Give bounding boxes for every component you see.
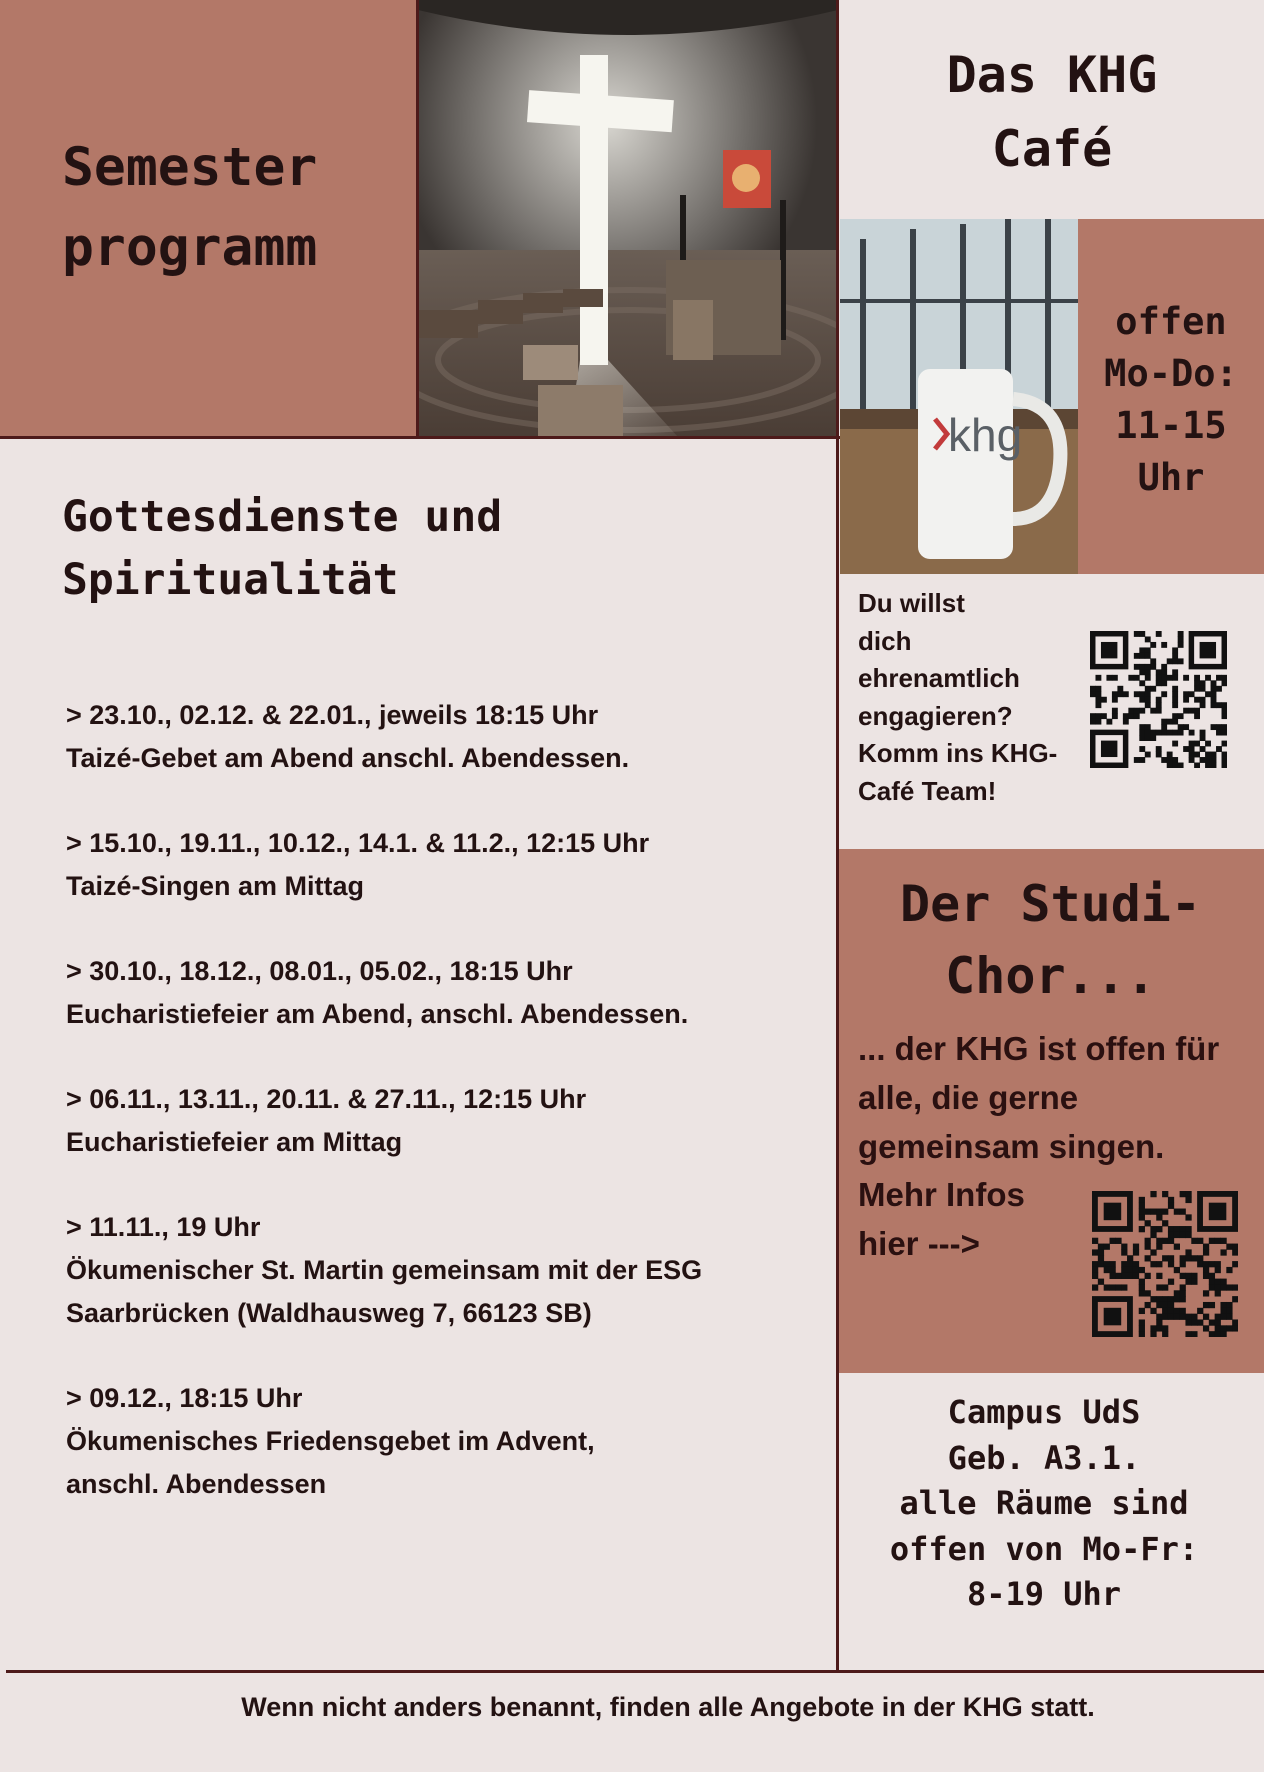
cafe-title: [840, 38, 1264, 186]
campus-line: 8-19 Uhr: [966, 1575, 1122, 1613]
event-desc: Saarbrücken (Waldhausweg 7, 66123 SB): [66, 1298, 592, 1328]
volunteer-line: Café Team!: [858, 775, 997, 806]
event-desc: Taizé-Gebet am Abend anschl. Abendessen.: [66, 743, 630, 773]
volunteer-line: dich: [858, 625, 912, 656]
chapel-photo: [418, 0, 838, 437]
choir-text: [858, 1024, 1253, 1171]
cafe-title-line2: Café: [991, 120, 1113, 178]
event-item: [66, 1377, 796, 1506]
event-desc: Eucharistiefeier am Mittag: [66, 1127, 403, 1157]
campus-line: offen von Mo-Fr:: [889, 1529, 1199, 1568]
event-desc: Eucharistiefeier am Abend, anschl. Abendessen.: [66, 999, 689, 1029]
semester-title: [62, 128, 317, 288]
cafe-title-line1: Das KHG: [946, 46, 1158, 104]
choir-title-line1: Der Studi-: [899, 875, 1202, 933]
footer-note: Wenn nicht anders benannt, finden alle Angebote in der KHG statt.: [241, 1692, 1095, 1722]
campus-line: Campus UdS: [947, 1393, 1141, 1431]
cafe-hours-line4: Uhr: [1137, 456, 1205, 499]
campus-line: Geb. A3.1.: [947, 1438, 1141, 1477]
divider-vertical-main: [836, 0, 839, 1672]
choir-title: [837, 868, 1264, 1012]
choir-more-line1: Mehr Infos: [858, 1176, 1025, 1213]
cafe-hours-line2: Mo-Do:: [1104, 352, 1238, 395]
divider-vertical-photo-left: [416, 0, 419, 438]
volunteer-line: Du willst: [858, 588, 965, 618]
semester-title-line2: programm: [62, 217, 318, 278]
main-title-line2: Spiritualität: [62, 555, 399, 605]
qr-code-icon[interactable]: [1090, 631, 1227, 768]
divider-horizontal-footer: [6, 1670, 1264, 1673]
volunteer-line: Komm ins KHG-: [858, 738, 1058, 768]
event-item: [66, 822, 796, 908]
choir-text-line: alle, die gerne: [858, 1079, 1079, 1116]
choir-title-line2: Chor...: [945, 947, 1156, 1005]
event-date: > 09.12., 18:15 Uhr: [66, 1383, 303, 1413]
volunteer-line: ehrenamtlich: [858, 663, 1020, 693]
qr-code-icon[interactable]: [1092, 1191, 1238, 1337]
event-list: [66, 694, 796, 1548]
event-item: [66, 694, 796, 780]
event-date: > 30.10., 18.12., 08.01., 05.02., 18:15 Uhr: [66, 956, 573, 986]
event-date: > 11.11., 19 Uhr: [66, 1212, 261, 1242]
volunteer-line: engagieren?: [858, 700, 1013, 731]
mug-logo-text: khg: [948, 409, 1023, 461]
event-item: [66, 1206, 796, 1335]
campus-info: [840, 1390, 1248, 1618]
choir-text-line: gemeinsam singen.: [858, 1128, 1165, 1165]
choir-more-line2: hier --->: [858, 1225, 980, 1262]
main-section-title: [62, 486, 502, 612]
cafe-hours-line1: offen: [1115, 300, 1227, 343]
event-desc: Ökumenisches Friedensgebet im Advent,: [66, 1426, 595, 1456]
event-date: > 23.10., 02.12. & 22.01., jeweils 18:15 Uhr: [66, 700, 599, 730]
khg-mug-photo: [840, 219, 1078, 574]
cafe-hours: [1078, 296, 1264, 504]
campus-line: alle Räume sind: [899, 1484, 1189, 1522]
event-date: > 06.11., 13.11., 20.11. & 27.11., 12:15 Uhr: [66, 1084, 587, 1114]
divider-horizontal-top: [0, 436, 840, 439]
volunteer-text: [858, 585, 1068, 810]
event-date: > 15.10., 19.11., 10.12., 14.1. & 11.2., 12:15 Uhr: [66, 828, 650, 858]
event-item: [66, 1078, 796, 1164]
event-item: [66, 950, 796, 1036]
cafe-hours-line3: 11-15: [1115, 404, 1227, 447]
event-desc: Taizé-Singen am Mittag: [66, 871, 365, 901]
event-desc: Ökumenischer St. Martin gemeinsam mit der ESG: [66, 1255, 703, 1285]
main-title-line1: Gottesdienste und: [62, 492, 503, 542]
choir-more-info: [858, 1170, 1058, 1268]
event-desc: anschl. Abendessen: [66, 1469, 327, 1499]
semester-title-line1: Semester: [62, 137, 318, 198]
choir-text-line: ... der KHG ist offen für: [858, 1030, 1220, 1067]
